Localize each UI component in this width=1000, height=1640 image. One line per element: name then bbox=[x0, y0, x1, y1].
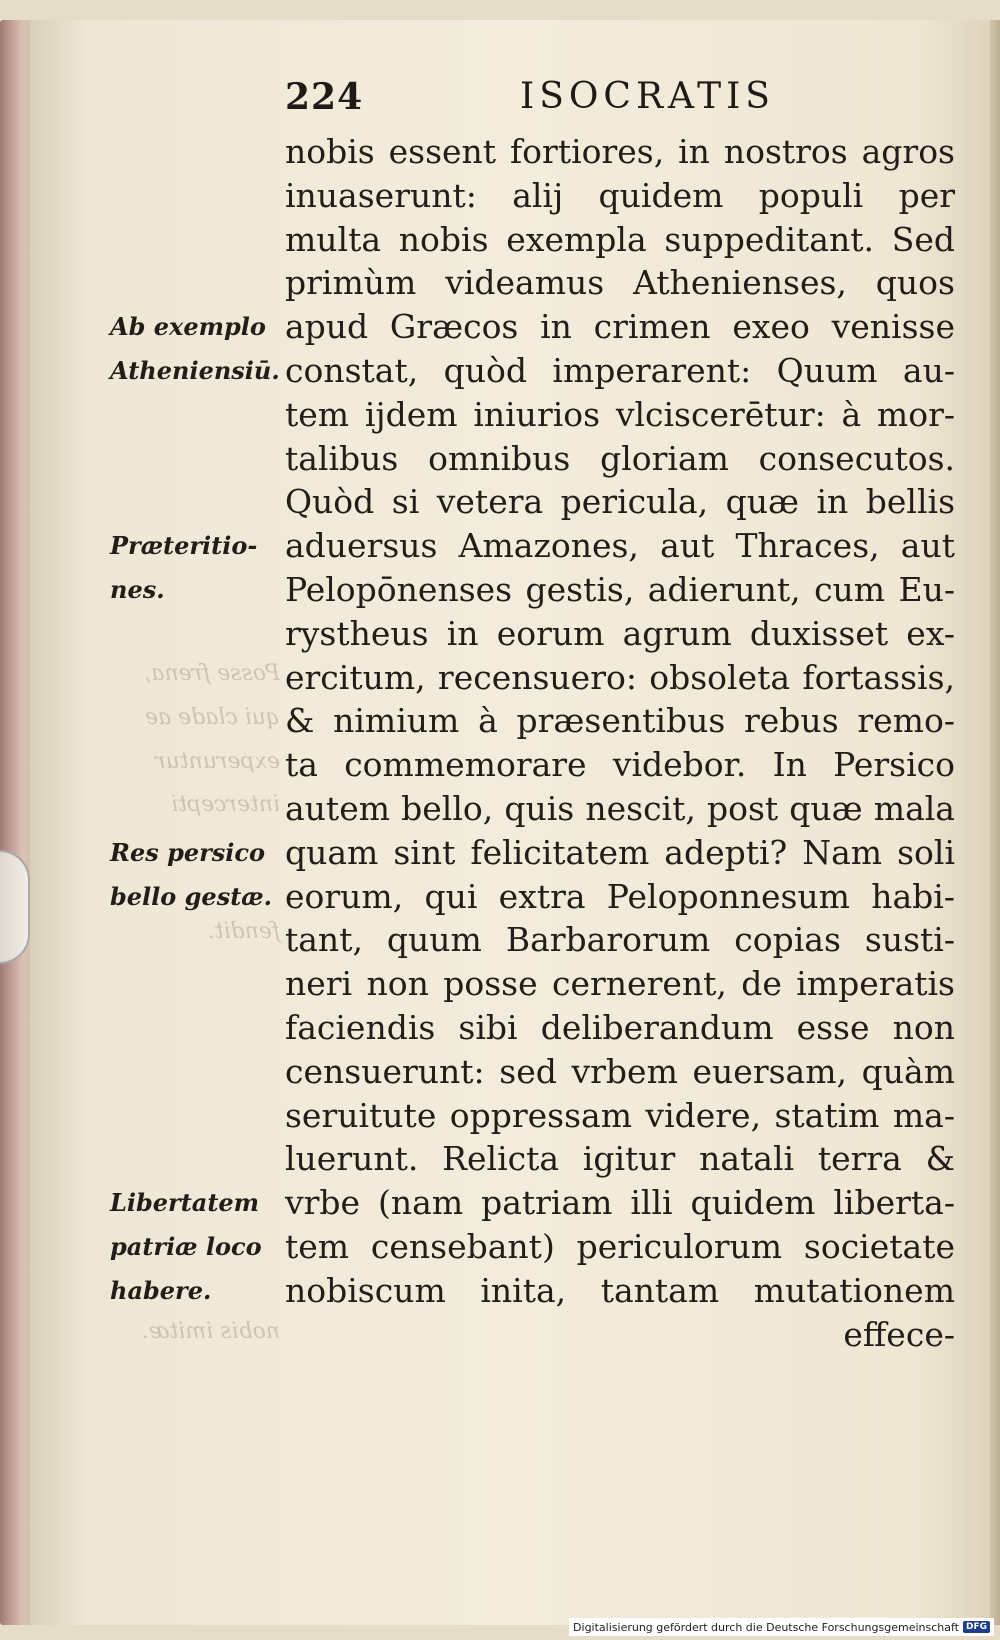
page-header bbox=[285, 76, 975, 126]
margin-note bbox=[110, 831, 285, 919]
book-fore-edge bbox=[0, 20, 30, 1625]
body-line: neri non posse cernerent, de imperatis bbox=[285, 964, 955, 1004]
body-line: tem censebant) periculorum societate bbox=[285, 1226, 955, 1266]
body-line: censuerunt: sed vrbem euersam, quàm bbox=[285, 1051, 955, 1091]
margin-note-line: Præteritio- bbox=[110, 531, 258, 561]
body-line: effece- bbox=[843, 1314, 955, 1354]
body-line: faciendis sibi deliberandum esse non bbox=[285, 1007, 955, 1047]
margin-note-line: patriæ loco bbox=[110, 1231, 262, 1261]
body-line: inuaserunt: alij quidem populi per bbox=[285, 175, 955, 215]
body-line: nobis essent fortiores, in nostros agros bbox=[285, 132, 955, 171]
show-through-text: fendit. bbox=[207, 919, 280, 944]
body-line: quam sint felicitatem adepti? Nam soli bbox=[285, 832, 955, 872]
page-number: 224 bbox=[285, 76, 364, 118]
credit-text: Digitalisierung gefördert durch die Deutsche Forschungsgemeinschaft bbox=[573, 1620, 959, 1634]
book-clasp bbox=[0, 850, 30, 964]
body-line: & nimium à præsentibus rebus remo- bbox=[285, 701, 955, 741]
margin-note bbox=[110, 305, 285, 393]
body-line: multa nobis exempla suppeditant. Sed bbox=[285, 219, 955, 259]
body-text bbox=[285, 130, 955, 1356]
body-line: rystheus in eorum agrum duxisset ex- bbox=[285, 613, 955, 653]
body-line: Quòd si vetera pericula, quæ in bellis bbox=[285, 482, 955, 522]
body-line: seruitute oppressam videre, statim ma- bbox=[285, 1095, 955, 1135]
body-line: aduersus Amazones, aut Thraces, aut bbox=[285, 526, 955, 566]
body-line: Pelopōnenses gestis, adierunt, cum Eu- bbox=[285, 569, 955, 609]
body-line: ta commemorare videbor. In Persico bbox=[285, 745, 955, 785]
margin-note-line: Libertatem bbox=[110, 1188, 260, 1218]
body-line: luerunt. Relicta igitur natali terra & bbox=[285, 1139, 955, 1179]
body-line: tant, quum Barbarorum copias susti- bbox=[285, 920, 955, 960]
digitization-credit bbox=[569, 1618, 994, 1636]
margin-note-line: Res persico bbox=[110, 837, 266, 867]
body-line: vrbe (nam patriam illi quidem liberta- bbox=[285, 1183, 955, 1223]
body-line: eorum, qui extra Peloponnesum habi- bbox=[285, 876, 955, 916]
dfg-logo: DFG bbox=[963, 1621, 990, 1633]
margin-note-line: habere. bbox=[110, 1275, 212, 1305]
show-through-text: Posse frena, qui clade ae experuntur intercepti bbox=[144, 661, 280, 818]
body-line: talibus omnibus gloriam consecutos. bbox=[285, 438, 955, 478]
margin-note-line: bello gestæ. bbox=[110, 881, 273, 911]
body-line: ercitum, recensuero: obsoleta fortassis, bbox=[285, 657, 955, 697]
margin-note-line: Ab exemplo bbox=[110, 312, 266, 342]
margin-note bbox=[110, 524, 285, 612]
margin-note-line: Atheniensiū. bbox=[110, 355, 280, 385]
page-gutter-edge bbox=[990, 20, 1000, 1625]
body-line: primùm videamus Athenienses, quos bbox=[285, 263, 955, 303]
running-head: ISOCRATIS bbox=[520, 76, 775, 117]
body-line: nobiscum inita, tantam mutationem bbox=[285, 1270, 955, 1310]
margin-note-line: nes. bbox=[110, 574, 165, 604]
margin-note bbox=[110, 1181, 285, 1312]
body-line: autem bello, quis nescit, post quæ mala bbox=[285, 788, 955, 828]
body-line: constat, quòd imperarent: Quum au- bbox=[285, 350, 955, 390]
show-through-text: nobis imitæ. bbox=[141, 1319, 280, 1344]
body-line: tem ijdem iniurios vlciscerētur: à mor- bbox=[285, 394, 955, 434]
body-line: apud Græcos in crimen exeo venisse bbox=[285, 307, 955, 347]
